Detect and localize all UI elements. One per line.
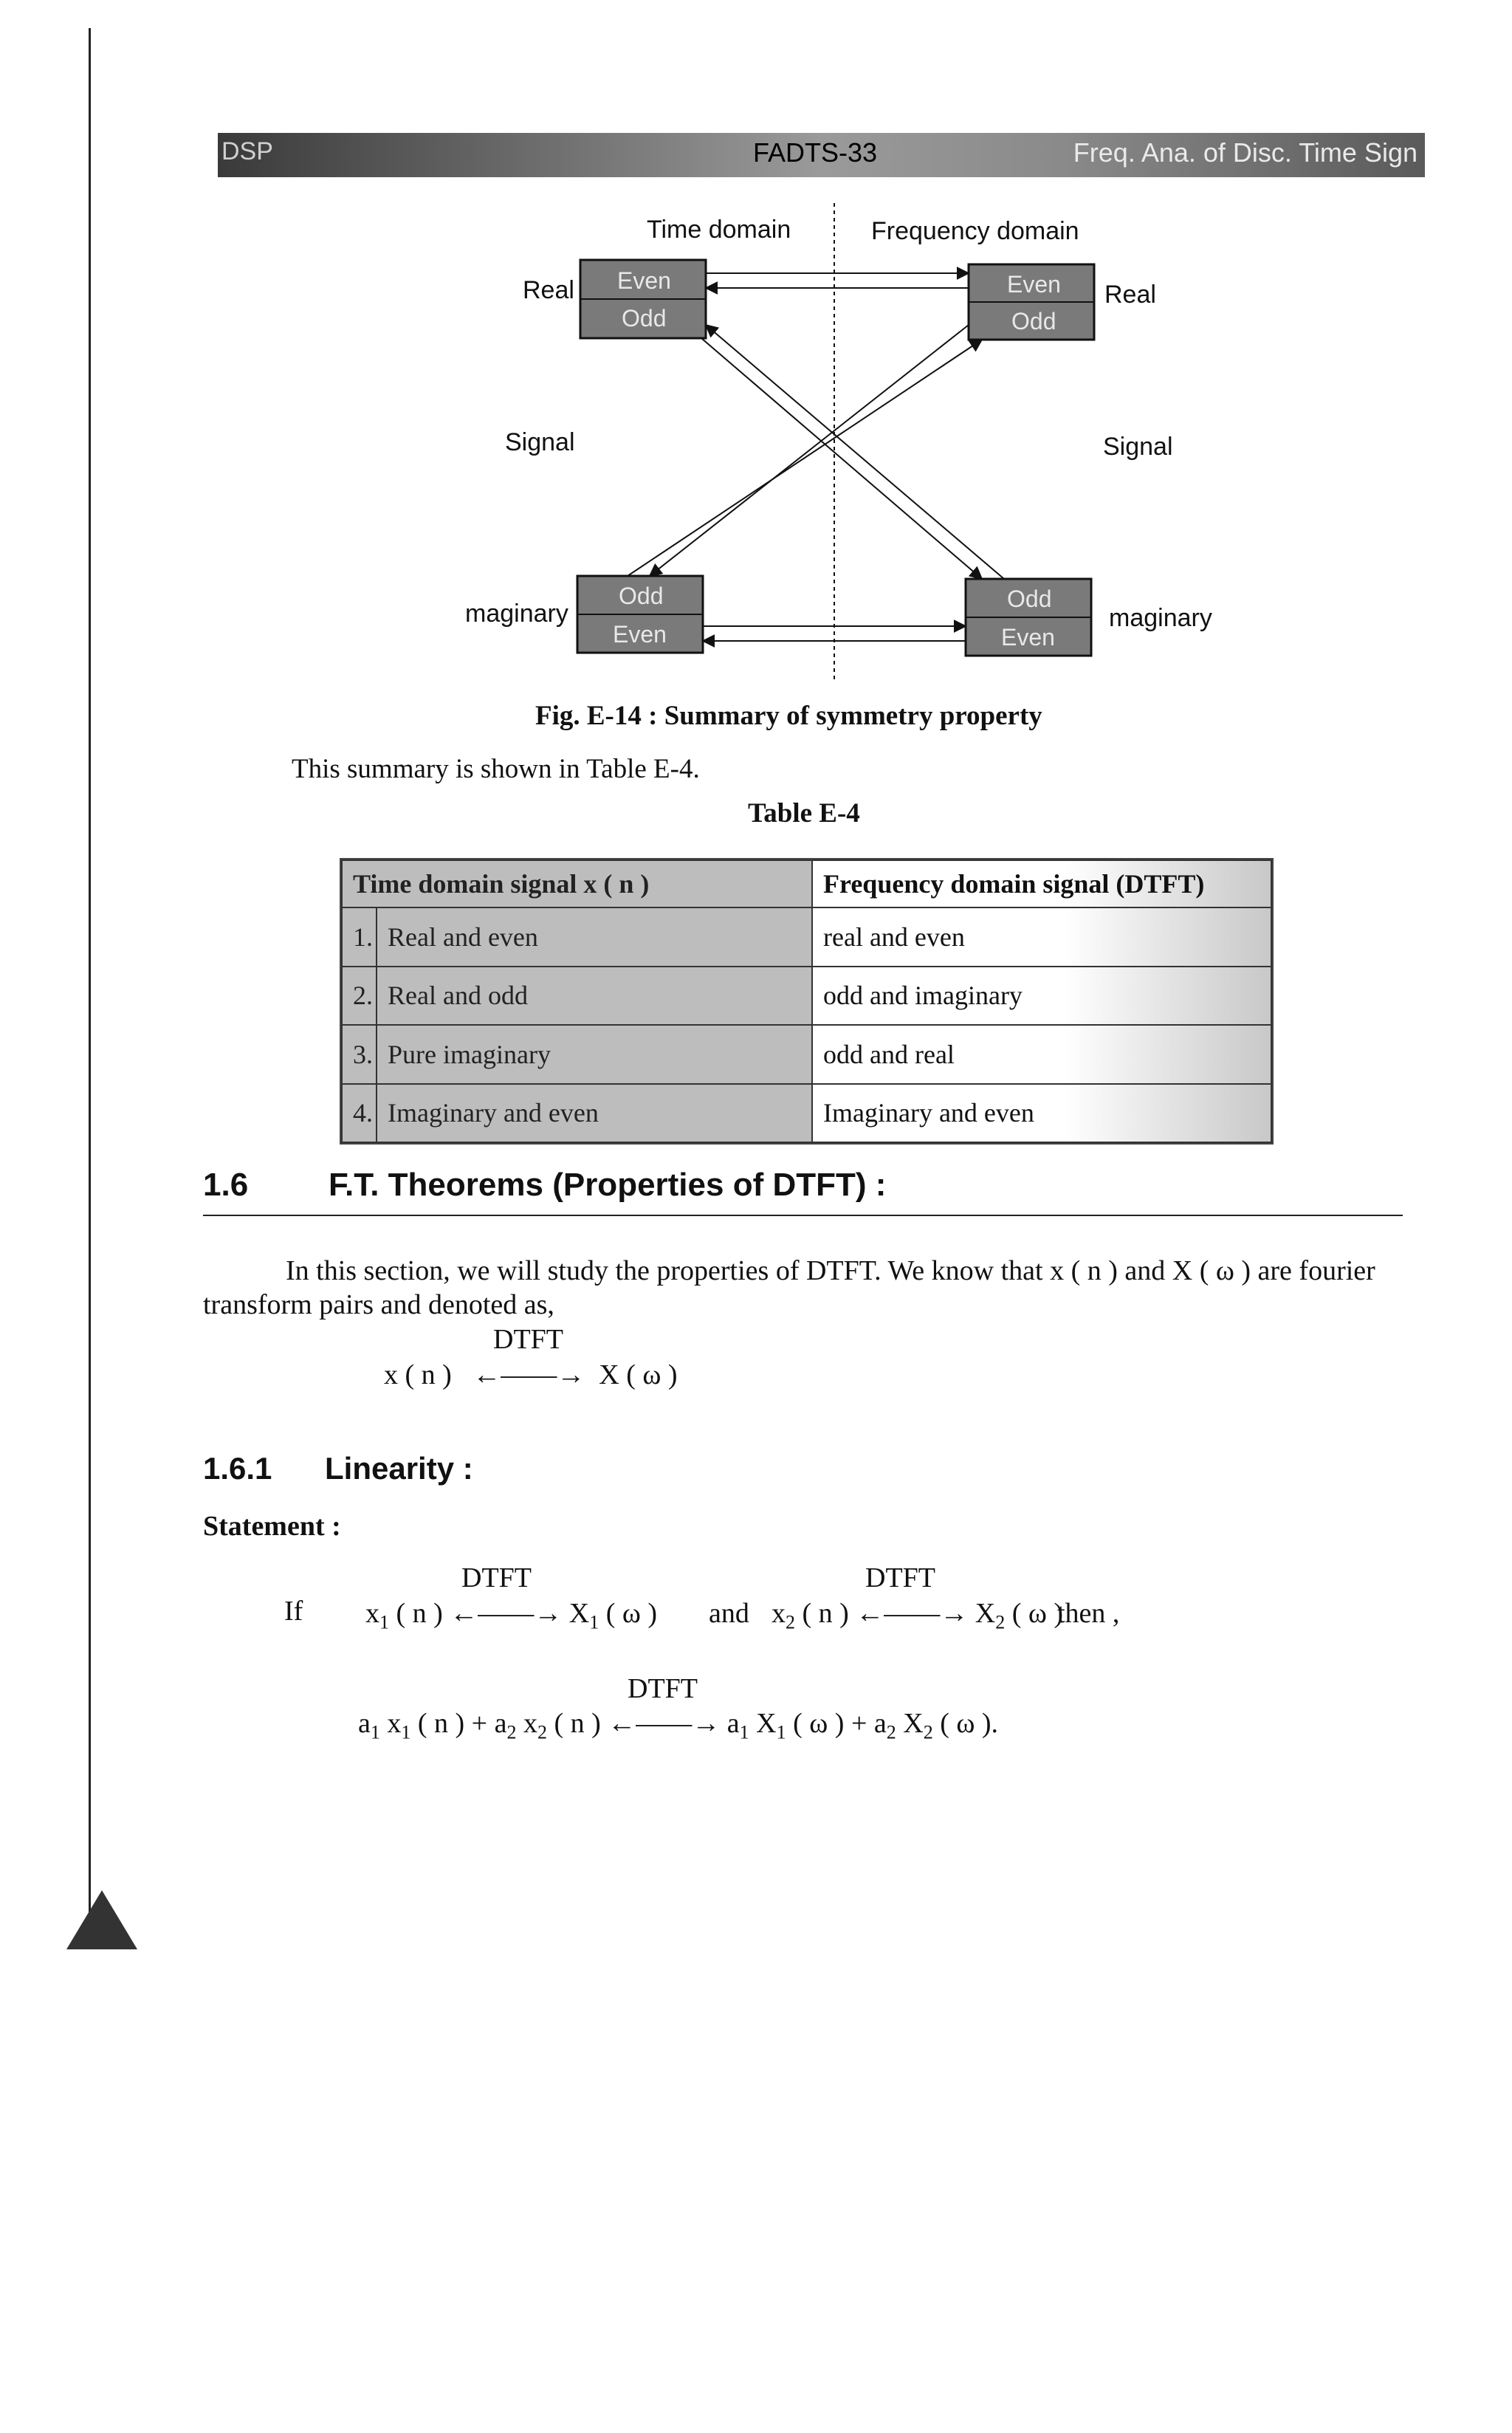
section-number: 1.6	[203, 1167, 249, 1203]
summary-text: This summary is shown in Table E-4.	[292, 754, 700, 784]
box-time-real	[580, 260, 706, 338]
box-freq-imag-top: Odd	[1007, 586, 1052, 612]
dtft-label: DTFT	[493, 1324, 563, 1355]
intro-paragraph: In this section, we will study the properties of DTFT. We know that x ( n ) and X ( ω ) are fourier transform pairs and denoted as,	[203, 1255, 1375, 1320]
box-time-imag-bottom: Even	[613, 621, 667, 648]
frequency-domain-cell: real and even	[812, 907, 1271, 967]
box-time-imaginary	[577, 576, 703, 653]
statement-label: Statement :	[203, 1511, 341, 1542]
table-title: Table E-4	[748, 798, 860, 828]
box-freq-real-top: Even	[1007, 271, 1061, 298]
frequency-domain-cell: odd and imaginary	[812, 967, 1271, 1026]
subsection-number: 1.6.1	[203, 1451, 272, 1486]
linearity-equation: $a_1$ $x_1$ ( n ) + $a_2$ $x_2$ ( n ) ←——→ $a_1$ $X_1$ ( ω ) + $a_2$ $X_2$ ( ω ).	[358, 1708, 999, 1743]
signal-label-right: Signal	[1103, 433, 1173, 461]
figure-caption: Fig. E-14 : Summary of symmetry property	[535, 701, 1042, 731]
table-header-row	[342, 860, 1271, 907]
row-number: 2.	[342, 967, 377, 1026]
table-row	[342, 1084, 1271, 1143]
box-freq-imag-bottom: Even	[1001, 624, 1055, 651]
subsection-title: Linearity :	[325, 1451, 473, 1486]
row-number: 3.	[342, 1025, 377, 1084]
real-label-left: Real	[523, 276, 574, 304]
header-page-number: FADTS-33	[753, 137, 878, 168]
section-rule	[203, 1215, 1403, 1216]
dtft-label: DTFT	[461, 1562, 532, 1593]
header-left-text: DSP	[221, 137, 273, 165]
and-label: and	[709, 1598, 749, 1629]
box-freq-real-bottom: Odd	[1011, 308, 1056, 334]
time-domain-label: Time domain	[647, 216, 791, 244]
section-title: F.T. Theorems (Properties of DTFT) :	[329, 1167, 887, 1203]
page-binding-edge	[89, 28, 91, 1948]
dtft-label: DTFT	[628, 1673, 698, 1704]
transform-pair-1: $x_1$ ( n ) ←——→ $X_1$ ( ω )	[365, 1598, 658, 1633]
then-label: then ,	[1057, 1598, 1120, 1629]
header-right-text: Freq. Ana. of Disc. Time Sign	[1073, 137, 1418, 168]
symmetry-table	[340, 858, 1274, 1145]
imaginary-label-right: maginary	[1109, 604, 1212, 632]
box-time-imag-top: Odd	[619, 583, 664, 609]
header-time-domain: Time domain signal x ( n )	[342, 860, 812, 907]
transform-pair-2: $x_2$ ( n ) ←——→ $X_2$ ( ω )	[772, 1598, 1064, 1633]
symmetry-diagram	[443, 199, 1255, 687]
box-time-real-bottom: Odd	[622, 305, 667, 332]
box-time-real-top: Even	[617, 267, 671, 294]
table-row	[342, 1025, 1271, 1084]
header-frequency-domain: Frequency domain signal (DTFT)	[812, 860, 1271, 907]
real-label-right: Real	[1104, 281, 1156, 309]
row-number: 4.	[342, 1084, 377, 1143]
frequency-domain-cell: Imaginary and even	[812, 1084, 1271, 1143]
imaginary-label-left: maginary	[465, 600, 568, 628]
table-row	[342, 967, 1271, 1026]
binding-mark	[66, 1890, 137, 1949]
row-number: 1.	[342, 907, 377, 967]
time-domain-cell: Real and even	[377, 907, 812, 967]
if-label: If	[284, 1596, 303, 1627]
time-domain-cell: Real and odd	[377, 967, 812, 1026]
box-freq-real	[969, 264, 1094, 340]
signal-label-left: Signal	[505, 428, 575, 456]
table-row	[342, 907, 1271, 967]
time-domain-cell: Pure imaginary	[377, 1025, 812, 1084]
time-domain-cell: Imaginary and even	[377, 1084, 812, 1143]
frequency-domain-cell: odd and real	[812, 1025, 1271, 1084]
dtft-label: DTFT	[865, 1562, 935, 1593]
transform-pair: x ( n ) ←——→ X ( ω )	[384, 1359, 678, 1390]
frequency-domain-label: Frequency domain	[871, 217, 1079, 245]
box-freq-imaginary	[966, 579, 1091, 656]
